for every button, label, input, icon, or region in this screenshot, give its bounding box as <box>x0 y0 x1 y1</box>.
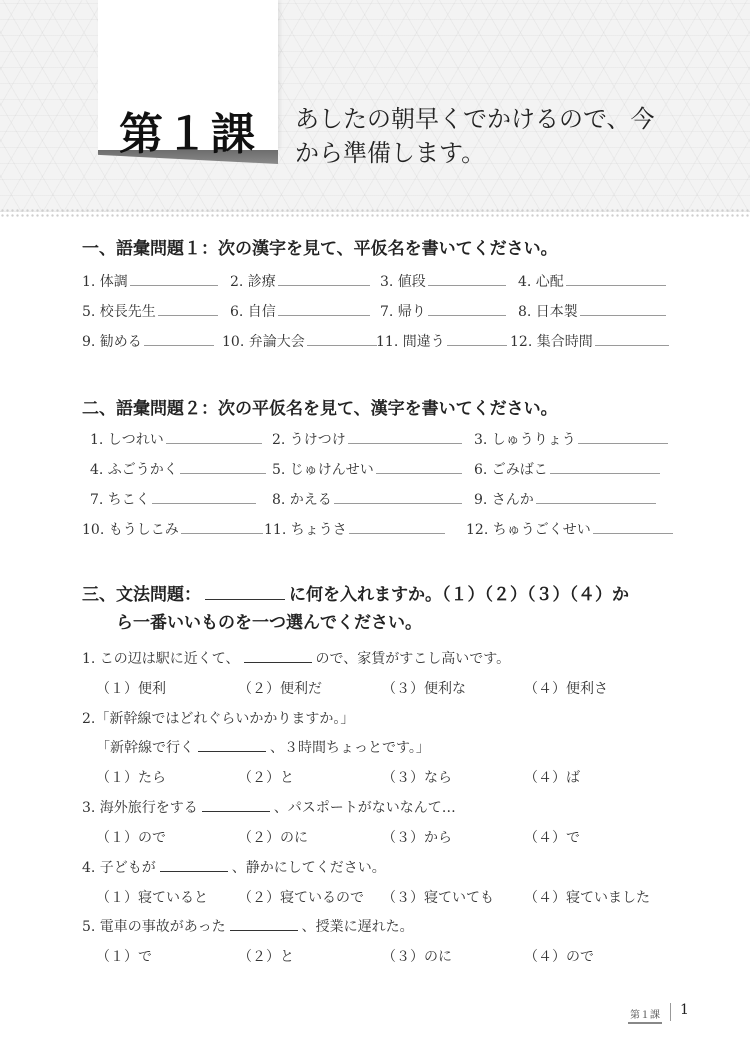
grammar-question-1: 1. この辺は駅に近くて、 ので、家賃がすこし高いです。 <box>82 651 511 667</box>
page-number: 1 <box>680 1002 689 1018</box>
vocab-item[interactable]: 6. ごみばこ <box>474 459 660 479</box>
vocab-item[interactable]: 2. 診療 <box>230 271 370 291</box>
option[interactable]: （４）ば <box>524 770 580 786</box>
section3-title: 三、文法問題： に何を入れますか。（１）（２）（３）（４）か <box>82 585 629 605</box>
grammar-question-4: 4. 子どもが 、静かにしてください。 <box>82 860 386 876</box>
grammar-question-3: 3. 海外旅行をする 、パスポートがないなんて… <box>82 800 456 816</box>
answer-blank[interactable] <box>244 662 312 663</box>
vocab-item[interactable]: 3. しゅうりょう <box>474 429 668 449</box>
option[interactable]: （２）と <box>238 949 294 965</box>
vocab-item[interactable]: 8. かえる <box>272 489 462 509</box>
vocab-item[interactable]: 10. もうしこみ <box>82 519 263 539</box>
option[interactable]: （２）便利だ <box>238 681 322 697</box>
option[interactable]: （３）のに <box>382 949 452 965</box>
vocab-item[interactable]: 1. 体調 <box>82 271 218 291</box>
option[interactable]: （３）から <box>382 830 452 846</box>
option[interactable]: （４）便利さ <box>524 681 608 697</box>
grammar-question-2: 2.「新幹線ではどれぐらいかかりますか。」 <box>82 711 355 727</box>
section3-title-line2: ら一番いいものを一つ選んでください。 <box>116 613 422 633</box>
option[interactable]: （１）寝ていると <box>96 890 208 906</box>
vocab-item[interactable]: 6. 自信 <box>230 301 370 321</box>
vocab-item[interactable]: 9. 勧める <box>82 331 214 351</box>
vocab-item[interactable]: 11. 間違う <box>376 331 507 351</box>
option[interactable]: （２）のに <box>238 830 308 846</box>
grammar-question-5: 5. 電車の事故があった 、授業に遅れた。 <box>82 919 414 935</box>
vocab-item[interactable]: 7. ちこく <box>90 489 256 509</box>
lesson-title <box>295 102 695 170</box>
vocab-item[interactable]: 1. しつれい <box>90 429 262 449</box>
answer-blank[interactable] <box>230 930 298 931</box>
section2-title: 二、語彙問題２：次の平仮名を見て、漢字を書いてください。 <box>82 399 558 419</box>
vocab-item[interactable]: 3. 値段 <box>380 271 506 291</box>
title-blank <box>205 599 285 600</box>
answer-blank[interactable] <box>202 811 270 812</box>
vocab-item[interactable]: 4. ふごうかく <box>90 459 266 479</box>
option[interactable]: （４）寝ていました <box>524 890 650 906</box>
option[interactable]: （２）寝ているので <box>238 890 364 906</box>
header-dotted-separator <box>0 208 750 218</box>
vocab-item[interactable]: 10. 弁論大会 <box>222 331 377 351</box>
option[interactable]: （４）ので <box>524 949 594 965</box>
vocab-item[interactable]: 4. 心配 <box>518 271 666 291</box>
option[interactable]: （１）便利 <box>96 681 166 697</box>
vocab-item[interactable]: 9. さんか <box>474 489 656 509</box>
option[interactable]: （１）たら <box>96 770 166 786</box>
vocab-item[interactable]: 8. 日本製 <box>518 301 666 321</box>
option[interactable]: （２）と <box>238 770 294 786</box>
footer-divider <box>670 1003 671 1021</box>
option[interactable]: （３）寝ていても <box>382 890 494 906</box>
footer-lesson-label: 第１課 <box>628 1006 662 1024</box>
vocab-item[interactable]: 2. うけつけ <box>272 429 462 449</box>
option[interactable]: （３）なら <box>382 770 452 786</box>
answer-blank[interactable] <box>198 751 266 752</box>
lesson-title-line2: から準備します。 <box>295 139 486 167</box>
vocab-item[interactable]: 12. ちゅうごくせい <box>466 519 673 539</box>
option[interactable]: （１）ので <box>96 830 166 846</box>
lesson-title-line1: あしたの朝早くでかけるので、今 <box>295 105 655 133</box>
vocab-item[interactable]: 5. じゅけんせい <box>272 459 462 479</box>
vocab-item[interactable]: 12. 集合時間 <box>510 331 669 351</box>
option[interactable]: （１）で <box>96 949 152 965</box>
vocab-item[interactable]: 5. 校長先生 <box>82 301 218 321</box>
vocab-item[interactable]: 7. 帰り <box>380 301 506 321</box>
option[interactable]: （４）で <box>524 830 580 846</box>
lesson-number: 第１課 <box>119 109 257 160</box>
vocab-item[interactable]: 11. ちょうさ <box>264 519 445 539</box>
answer-blank[interactable] <box>160 871 228 872</box>
option[interactable]: （３）便利な <box>382 681 466 697</box>
section1-title: 一、語彙問題１：次の漢字を見て、平仮名を書いてください。 <box>82 239 558 259</box>
grammar-question-2-response: 「新幹線で行く 、３時間ちょっとです。」 <box>96 740 430 756</box>
